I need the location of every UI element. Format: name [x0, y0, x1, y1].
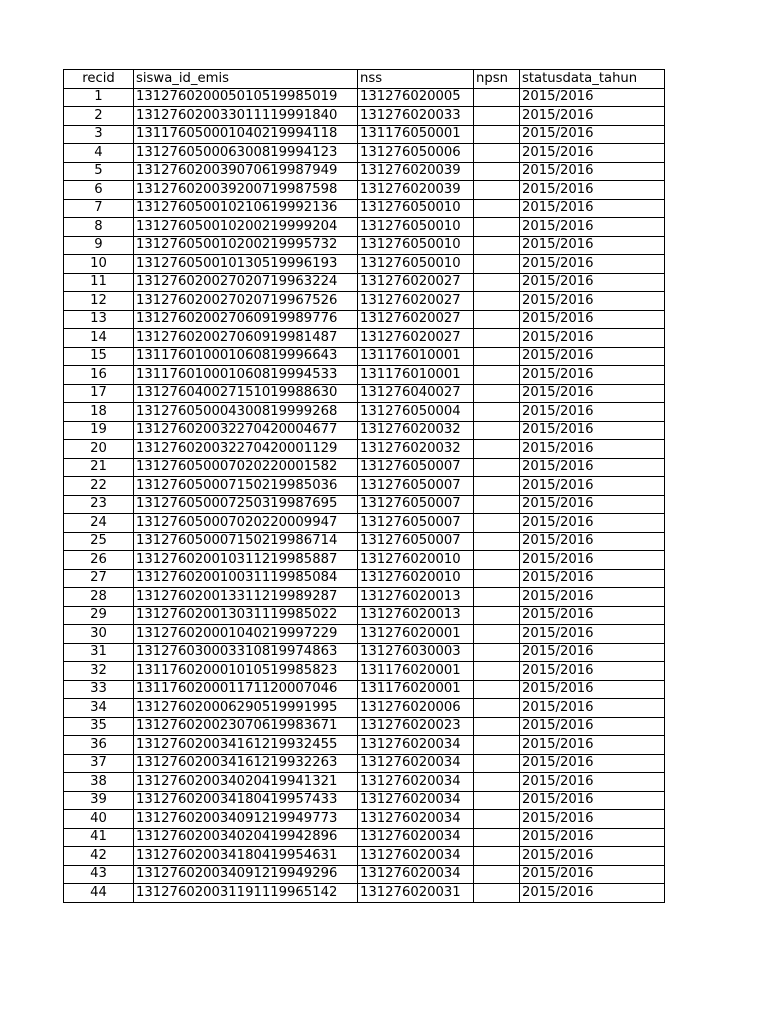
cell-nss: 131176010001 [358, 347, 474, 366]
cell-npsn [474, 495, 520, 514]
cell-recid: 17 [64, 384, 134, 403]
cell-nss: 131276020034 [358, 847, 474, 866]
cell-siswa-id-emis: 131276050010210619992136 [134, 199, 358, 218]
cell-npsn [474, 236, 520, 255]
cell-recid: 26 [64, 551, 134, 570]
table-row [64, 347, 665, 366]
cell-recid: 28 [64, 588, 134, 607]
cell-statusdata-tahun: 2015/2016 [520, 736, 665, 755]
cell-statusdata-tahun: 2015/2016 [520, 125, 665, 144]
cell-statusdata-tahun: 2015/2016 [520, 403, 665, 422]
header-row [64, 70, 665, 89]
table-row [64, 717, 665, 736]
cell-siswa-id-emis: 131176020001171120007046 [134, 680, 358, 699]
cell-siswa-id-emis: 131276050007150219986714 [134, 532, 358, 551]
cell-recid: 38 [64, 773, 134, 792]
cell-npsn [474, 292, 520, 311]
cell-npsn [474, 736, 520, 755]
cell-siswa-id-emis: 131176020001010519985823 [134, 662, 358, 681]
cell-recid: 18 [64, 403, 134, 422]
cell-recid: 25 [64, 532, 134, 551]
header-recid: recid [64, 70, 134, 89]
cell-recid: 19 [64, 421, 134, 440]
cell-npsn [474, 144, 520, 163]
cell-recid: 2 [64, 107, 134, 126]
cell-npsn [474, 421, 520, 440]
cell-recid: 31 [64, 643, 134, 662]
cell-nss: 131276020027 [358, 273, 474, 292]
table-row [64, 699, 665, 718]
cell-nss: 131276020027 [358, 292, 474, 311]
cell-nss: 131276050010 [358, 236, 474, 255]
cell-npsn [474, 717, 520, 736]
table-row [64, 754, 665, 773]
cell-nss: 131276040027 [358, 384, 474, 403]
table-row [64, 88, 665, 107]
table-row [64, 606, 665, 625]
cell-statusdata-tahun: 2015/2016 [520, 88, 665, 107]
table-row [64, 162, 665, 181]
cell-npsn [474, 569, 520, 588]
cell-statusdata-tahun: 2015/2016 [520, 865, 665, 884]
cell-nss: 131276050007 [358, 514, 474, 533]
cell-nss: 131176020001 [358, 662, 474, 681]
cell-siswa-id-emis: 131176010001060819996643 [134, 347, 358, 366]
cell-recid: 42 [64, 847, 134, 866]
cell-nss: 131276050006 [358, 144, 474, 163]
cell-npsn [474, 458, 520, 477]
header-statusdata-tahun: statusdata_tahun [520, 70, 665, 89]
table-row [64, 144, 665, 163]
cell-npsn [474, 828, 520, 847]
cell-statusdata-tahun: 2015/2016 [520, 643, 665, 662]
table-row [64, 403, 665, 422]
cell-nss: 131276050004 [358, 403, 474, 422]
cell-recid: 41 [64, 828, 134, 847]
table-row [64, 273, 665, 292]
cell-npsn [474, 347, 520, 366]
cell-nss: 131276020010 [358, 569, 474, 588]
cell-npsn [474, 662, 520, 681]
cell-statusdata-tahun: 2015/2016 [520, 884, 665, 903]
cell-npsn [474, 403, 520, 422]
cell-siswa-id-emis: 131176010001060819994533 [134, 366, 358, 385]
cell-nss: 131276020032 [358, 440, 474, 459]
cell-siswa-id-emis: 131276050006300819994123 [134, 144, 358, 163]
cell-npsn [474, 514, 520, 533]
table-row [64, 218, 665, 237]
cell-recid: 22 [64, 477, 134, 496]
cell-statusdata-tahun: 2015/2016 [520, 384, 665, 403]
cell-recid: 3 [64, 125, 134, 144]
cell-recid: 34 [64, 699, 134, 718]
table-row [64, 736, 665, 755]
cell-siswa-id-emis: 131276020006290519991995 [134, 699, 358, 718]
cell-nss: 131276050010 [358, 199, 474, 218]
cell-nss: 131276020034 [358, 791, 474, 810]
cell-recid: 4 [64, 144, 134, 163]
cell-npsn [474, 773, 520, 792]
cell-siswa-id-emis: 131276020039070619987949 [134, 162, 358, 181]
cell-statusdata-tahun: 2015/2016 [520, 218, 665, 237]
cell-npsn [474, 366, 520, 385]
cell-npsn [474, 625, 520, 644]
table-row [64, 588, 665, 607]
cell-siswa-id-emis: 131276020001040219997229 [134, 625, 358, 644]
table-row [64, 773, 665, 792]
cell-recid: 44 [64, 884, 134, 903]
table-row [64, 329, 665, 348]
cell-siswa-id-emis: 131276020034091219949296 [134, 865, 358, 884]
cell-statusdata-tahun: 2015/2016 [520, 810, 665, 829]
cell-siswa-id-emis: 131276020034161219932263 [134, 754, 358, 773]
table-row [64, 181, 665, 200]
cell-nss: 131276050007 [358, 532, 474, 551]
table-body [64, 88, 665, 902]
cell-statusdata-tahun: 2015/2016 [520, 847, 665, 866]
cell-npsn [474, 255, 520, 274]
cell-recid: 20 [64, 440, 134, 459]
cell-nss: 131276020005 [358, 88, 474, 107]
table-row [64, 458, 665, 477]
cell-siswa-id-emis: 131276020005010519985019 [134, 88, 358, 107]
cell-siswa-id-emis: 131276050010130519996193 [134, 255, 358, 274]
cell-recid: 7 [64, 199, 134, 218]
cell-statusdata-tahun: 2015/2016 [520, 514, 665, 533]
cell-statusdata-tahun: 2015/2016 [520, 107, 665, 126]
cell-recid: 6 [64, 181, 134, 200]
cell-npsn [474, 588, 520, 607]
header-npsn: npsn [474, 70, 520, 89]
cell-npsn [474, 107, 520, 126]
cell-npsn [474, 125, 520, 144]
cell-statusdata-tahun: 2015/2016 [520, 329, 665, 348]
table-row [64, 384, 665, 403]
cell-siswa-id-emis: 131276020032270420001129 [134, 440, 358, 459]
cell-npsn [474, 791, 520, 810]
cell-siswa-id-emis: 131276020023070619983671 [134, 717, 358, 736]
table-row [64, 680, 665, 699]
table-row [64, 292, 665, 311]
cell-nss: 131276020034 [358, 810, 474, 829]
cell-nss: 131276050007 [358, 495, 474, 514]
cell-statusdata-tahun: 2015/2016 [520, 662, 665, 681]
cell-siswa-id-emis: 131276020013031119985022 [134, 606, 358, 625]
cell-nss: 131276050010 [358, 255, 474, 274]
cell-nss: 131276020034 [358, 773, 474, 792]
table-row [64, 569, 665, 588]
cell-recid: 39 [64, 791, 134, 810]
cell-npsn [474, 477, 520, 496]
cell-siswa-id-emis: 131276050004300819999268 [134, 403, 358, 422]
cell-statusdata-tahun: 2015/2016 [520, 625, 665, 644]
cell-siswa-id-emis: 131176050001040219994118 [134, 125, 358, 144]
cell-siswa-id-emis: 131276050007150219985036 [134, 477, 358, 496]
cell-nss: 131276020034 [358, 828, 474, 847]
header-nss: nss [358, 70, 474, 89]
cell-siswa-id-emis: 131276020034180419957433 [134, 791, 358, 810]
cell-statusdata-tahun: 2015/2016 [520, 791, 665, 810]
cell-npsn [474, 643, 520, 662]
cell-nss: 131176010001 [358, 366, 474, 385]
cell-recid: 30 [64, 625, 134, 644]
cell-statusdata-tahun: 2015/2016 [520, 181, 665, 200]
cell-statusdata-tahun: 2015/2016 [520, 717, 665, 736]
cell-recid: 12 [64, 292, 134, 311]
table-row [64, 643, 665, 662]
cell-nss: 131276020006 [358, 699, 474, 718]
cell-npsn [474, 847, 520, 866]
cell-statusdata-tahun: 2015/2016 [520, 532, 665, 551]
cell-statusdata-tahun: 2015/2016 [520, 699, 665, 718]
table-row [64, 421, 665, 440]
table-row [64, 625, 665, 644]
cell-siswa-id-emis: 131276020034020419941321 [134, 773, 358, 792]
cell-npsn [474, 440, 520, 459]
cell-recid: 37 [64, 754, 134, 773]
cell-npsn [474, 181, 520, 200]
cell-npsn [474, 680, 520, 699]
table-row [64, 828, 665, 847]
cell-recid: 1 [64, 88, 134, 107]
table-row [64, 662, 665, 681]
cell-recid: 43 [64, 865, 134, 884]
cell-statusdata-tahun: 2015/2016 [520, 588, 665, 607]
table-row [64, 199, 665, 218]
cell-recid: 32 [64, 662, 134, 681]
cell-npsn [474, 384, 520, 403]
table-row [64, 532, 665, 551]
cell-statusdata-tahun: 2015/2016 [520, 421, 665, 440]
cell-nss: 131276020034 [358, 754, 474, 773]
cell-siswa-id-emis: 131276020010031119985084 [134, 569, 358, 588]
cell-nss: 131276020013 [358, 606, 474, 625]
cell-nss: 131176020001 [358, 680, 474, 699]
table-row [64, 551, 665, 570]
cell-siswa-id-emis: 131276050010200219995732 [134, 236, 358, 255]
table-row [64, 236, 665, 255]
cell-npsn [474, 329, 520, 348]
cell-siswa-id-emis: 131276020031191119965142 [134, 884, 358, 903]
cell-siswa-id-emis: 131276020027020719963224 [134, 273, 358, 292]
cell-recid: 35 [64, 717, 134, 736]
cell-nss: 131276030003 [358, 643, 474, 662]
cell-nss: 131276020027 [358, 329, 474, 348]
cell-npsn [474, 865, 520, 884]
data-table [63, 69, 665, 903]
cell-statusdata-tahun: 2015/2016 [520, 495, 665, 514]
cell-siswa-id-emis: 131276030003310819974863 [134, 643, 358, 662]
table-row [64, 791, 665, 810]
table-row [64, 366, 665, 385]
cell-npsn [474, 810, 520, 829]
cell-nss: 131276020031 [358, 884, 474, 903]
cell-recid: 11 [64, 273, 134, 292]
cell-recid: 16 [64, 366, 134, 385]
cell-siswa-id-emis: 131276050010200219999204 [134, 218, 358, 237]
cell-statusdata-tahun: 2015/2016 [520, 144, 665, 163]
cell-recid: 5 [64, 162, 134, 181]
cell-statusdata-tahun: 2015/2016 [520, 162, 665, 181]
table-row [64, 310, 665, 329]
cell-siswa-id-emis: 131276020013311219989287 [134, 588, 358, 607]
cell-statusdata-tahun: 2015/2016 [520, 754, 665, 773]
table-row [64, 477, 665, 496]
cell-statusdata-tahun: 2015/2016 [520, 569, 665, 588]
cell-npsn [474, 884, 520, 903]
cell-statusdata-tahun: 2015/2016 [520, 366, 665, 385]
cell-statusdata-tahun: 2015/2016 [520, 199, 665, 218]
cell-siswa-id-emis: 131276020034091219949773 [134, 810, 358, 829]
cell-recid: 9 [64, 236, 134, 255]
cell-statusdata-tahun: 2015/2016 [520, 273, 665, 292]
cell-recid: 36 [64, 736, 134, 755]
table-row [64, 514, 665, 533]
table-row [64, 810, 665, 829]
cell-recid: 13 [64, 310, 134, 329]
cell-nss: 131276020032 [358, 421, 474, 440]
cell-recid: 33 [64, 680, 134, 699]
table-row [64, 255, 665, 274]
cell-siswa-id-emis: 131276020034161219932455 [134, 736, 358, 755]
cell-recid: 8 [64, 218, 134, 237]
cell-recid: 10 [64, 255, 134, 274]
cell-nss: 131276050010 [358, 218, 474, 237]
table-row [64, 884, 665, 903]
cell-npsn [474, 606, 520, 625]
cell-siswa-id-emis: 131276050007020220001582 [134, 458, 358, 477]
cell-statusdata-tahun: 2015/2016 [520, 458, 665, 477]
cell-nss: 131276050007 [358, 477, 474, 496]
cell-statusdata-tahun: 2015/2016 [520, 255, 665, 274]
table-row [64, 107, 665, 126]
cell-statusdata-tahun: 2015/2016 [520, 236, 665, 255]
cell-statusdata-tahun: 2015/2016 [520, 773, 665, 792]
cell-recid: 40 [64, 810, 134, 829]
cell-npsn [474, 699, 520, 718]
cell-statusdata-tahun: 2015/2016 [520, 310, 665, 329]
cell-nss: 131276020010 [358, 551, 474, 570]
cell-siswa-id-emis: 131276020034180419954631 [134, 847, 358, 866]
cell-nss: 131276020034 [358, 736, 474, 755]
cell-nss: 131176050001 [358, 125, 474, 144]
table-header [64, 70, 665, 89]
cell-npsn [474, 162, 520, 181]
header-siswa-id-emis: siswa_id_emis [134, 70, 358, 89]
cell-statusdata-tahun: 2015/2016 [520, 477, 665, 496]
cell-nss: 131276020034 [358, 865, 474, 884]
table-row [64, 440, 665, 459]
cell-recid: 27 [64, 569, 134, 588]
cell-npsn [474, 310, 520, 329]
table-row [64, 495, 665, 514]
cell-statusdata-tahun: 2015/2016 [520, 606, 665, 625]
cell-statusdata-tahun: 2015/2016 [520, 551, 665, 570]
cell-siswa-id-emis: 131276050007020220009947 [134, 514, 358, 533]
cell-recid: 24 [64, 514, 134, 533]
cell-statusdata-tahun: 2015/2016 [520, 828, 665, 847]
cell-recid: 14 [64, 329, 134, 348]
cell-nss: 131276020001 [358, 625, 474, 644]
cell-statusdata-tahun: 2015/2016 [520, 680, 665, 699]
cell-siswa-id-emis: 131276020010311219985887 [134, 551, 358, 570]
cell-npsn [474, 532, 520, 551]
cell-siswa-id-emis: 131276020032270420004677 [134, 421, 358, 440]
cell-nss: 131276020039 [358, 181, 474, 200]
cell-statusdata-tahun: 2015/2016 [520, 292, 665, 311]
table-row [64, 865, 665, 884]
cell-siswa-id-emis: 131276020027060919981487 [134, 329, 358, 348]
cell-npsn [474, 218, 520, 237]
cell-nss: 131276020023 [358, 717, 474, 736]
cell-siswa-id-emis: 131276020027020719967526 [134, 292, 358, 311]
cell-nss: 131276020013 [358, 588, 474, 607]
cell-npsn [474, 273, 520, 292]
table-row [64, 847, 665, 866]
cell-nss: 131276020027 [358, 310, 474, 329]
cell-recid: 15 [64, 347, 134, 366]
cell-recid: 29 [64, 606, 134, 625]
cell-nss: 131276020033 [358, 107, 474, 126]
cell-statusdata-tahun: 2015/2016 [520, 440, 665, 459]
cell-npsn [474, 754, 520, 773]
cell-statusdata-tahun: 2015/2016 [520, 347, 665, 366]
table-row [64, 125, 665, 144]
cell-npsn [474, 551, 520, 570]
cell-npsn [474, 199, 520, 218]
cell-siswa-id-emis: 131276020027060919989776 [134, 310, 358, 329]
cell-siswa-id-emis: 131276050007250319987695 [134, 495, 358, 514]
cell-npsn [474, 88, 520, 107]
cell-siswa-id-emis: 131276020039200719987598 [134, 181, 358, 200]
cell-siswa-id-emis: 131276040027151019988630 [134, 384, 358, 403]
cell-siswa-id-emis: 131276020033011119991840 [134, 107, 358, 126]
cell-recid: 21 [64, 458, 134, 477]
cell-nss: 131276020039 [358, 162, 474, 181]
cell-recid: 23 [64, 495, 134, 514]
cell-nss: 131276050007 [358, 458, 474, 477]
cell-siswa-id-emis: 131276020034020419942896 [134, 828, 358, 847]
